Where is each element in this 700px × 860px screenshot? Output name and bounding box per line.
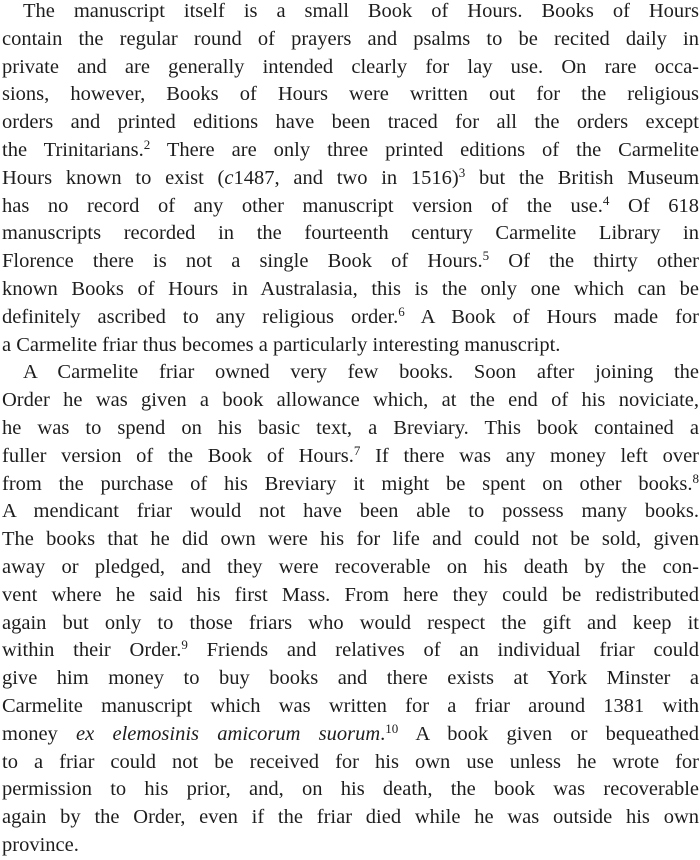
text-run: Hours known to exist ( <box>2 166 225 189</box>
text-run: A book given or bequeathed <box>398 722 699 745</box>
text-run: The books that he did own were his for life and could not be sold, given <box>2 528 699 551</box>
footnote-marker: 2 <box>143 136 151 152</box>
text-run: A Book of Hours made for <box>404 305 699 328</box>
text-run: has no record of any other manuscript version of the use. <box>2 194 603 217</box>
text-run: Of the thirty other <box>489 250 699 273</box>
text-line <box>2 721 699 749</box>
text-run: definitely ascribed to any religious order. <box>2 305 399 328</box>
text-run: but the British Museum <box>465 166 699 189</box>
text-run: A mendicant friar would not have been able to possess many books. <box>2 500 699 523</box>
text-line <box>2 165 699 193</box>
text-line <box>2 276 699 304</box>
text-line <box>2 54 699 82</box>
footnote-marker: 5 <box>482 248 490 264</box>
text-run: a Carmelite friar thus becomes a particularly interesting manuscript. <box>2 333 561 356</box>
text-line <box>2 248 699 276</box>
text-run: manuscripts recorded in the fourteenth century Carmelite Library in <box>2 222 699 245</box>
text-line <box>2 443 699 471</box>
text-run: There are only three printed editions of the Carmelite <box>150 138 699 161</box>
text-run: permission to his prior, and, on his death, the book was recoverable <box>2 778 699 801</box>
text-line <box>2 498 699 526</box>
text-line <box>2 776 699 804</box>
text-run: the Trinitarians. <box>2 138 144 161</box>
italic-text: c <box>224 166 234 189</box>
text-line <box>2 749 699 777</box>
text-line <box>2 26 699 54</box>
text-line <box>2 193 699 221</box>
text-line <box>2 554 699 582</box>
text-line <box>2 526 699 554</box>
text-run: contain the regular round of prayers and psalms to be recited daily in <box>2 27 699 50</box>
footnote-marker: 6 <box>398 303 405 319</box>
text-run: within their Order. <box>2 639 182 662</box>
italic-text: ex elemosinis amicorum suorum <box>76 722 381 745</box>
text-line <box>2 471 699 499</box>
text-run: 1487, and two in 1516) <box>233 166 459 189</box>
text-run: Carmelite manuscript which was written for a friar around 1381 with <box>2 694 699 717</box>
text-run: orders and printed editions have been traced for all the orders except <box>2 111 699 134</box>
text-run: sions, however, Books of Hours were written out for the religious <box>2 83 699 106</box>
text-run: Florence there is not a single Book of Hours. <box>2 250 483 273</box>
text-run: he was to spend on his basic text, a Breviary. This book contained a <box>2 416 699 439</box>
footnote-marker: 3 <box>458 164 466 180</box>
text-run: to a friar could not be received for his own use unless he wrote for <box>2 750 699 773</box>
text-run: Friends and relatives of an individual friar could <box>187 639 699 662</box>
text-run: known Books of Hours in Australasia, this is the only one which can be <box>2 277 699 300</box>
text-run: money <box>2 722 77 745</box>
footnote-marker: 9 <box>181 637 188 653</box>
text-run: fuller version of the Book of Hours. <box>2 444 354 467</box>
text-line <box>2 109 699 137</box>
footnote-marker: 4 <box>602 192 610 208</box>
footnote-marker: 7 <box>353 442 361 458</box>
text-run: again by the Order, even if the friar died while he was outside his own <box>2 806 699 829</box>
text-line <box>2 387 699 415</box>
text-line <box>2 804 699 832</box>
text-run: again but only to those friars who would respect the gift and keep it <box>2 611 699 634</box>
text-run: vent where he said his first Mass. From here they could be redistributed <box>2 583 699 606</box>
footnote-marker: 8 <box>692 470 699 486</box>
text-run: from the purchase of his Breviary it might be spent on other books. <box>2 472 693 495</box>
text-run: private and are generally intended clearly for lay use. On rare occa- <box>2 55 699 78</box>
text-line <box>2 81 699 109</box>
text-line <box>2 610 699 638</box>
text-line <box>2 359 699 387</box>
text-line <box>2 332 699 360</box>
text-run: The manuscript itself is a small Book of Hours. Books of Hours <box>23 0 699 22</box>
text-run: Of 618 <box>609 194 699 217</box>
text-line <box>2 693 699 721</box>
text-run: province. <box>2 833 79 856</box>
text-line <box>2 415 699 443</box>
text-line <box>2 220 699 248</box>
text-line <box>2 137 699 165</box>
text-run: give him money to buy books and there exists at York Minster a <box>2 667 699 690</box>
text-line <box>2 637 699 665</box>
text-run: A Carmelite friar owned very few books. Soon after joining the <box>23 361 699 384</box>
text-line <box>2 665 699 693</box>
text-run: away or pledged, and they were recoverable on his death by the con- <box>2 555 699 578</box>
text-line <box>2 304 699 332</box>
text-run: . <box>380 722 386 745</box>
text-line <box>2 582 699 610</box>
text-run: Order he was given a book allowance which, at the end of his noviciate, <box>2 389 699 412</box>
text-line <box>2 832 699 860</box>
text-run: If there was any money left over <box>360 444 699 467</box>
paragraph-book-of-hours <box>2 0 699 359</box>
footnote-marker: 10 <box>385 720 399 736</box>
paragraph-carmelite-friar-books <box>2 359 699 859</box>
text-line <box>2 0 699 26</box>
